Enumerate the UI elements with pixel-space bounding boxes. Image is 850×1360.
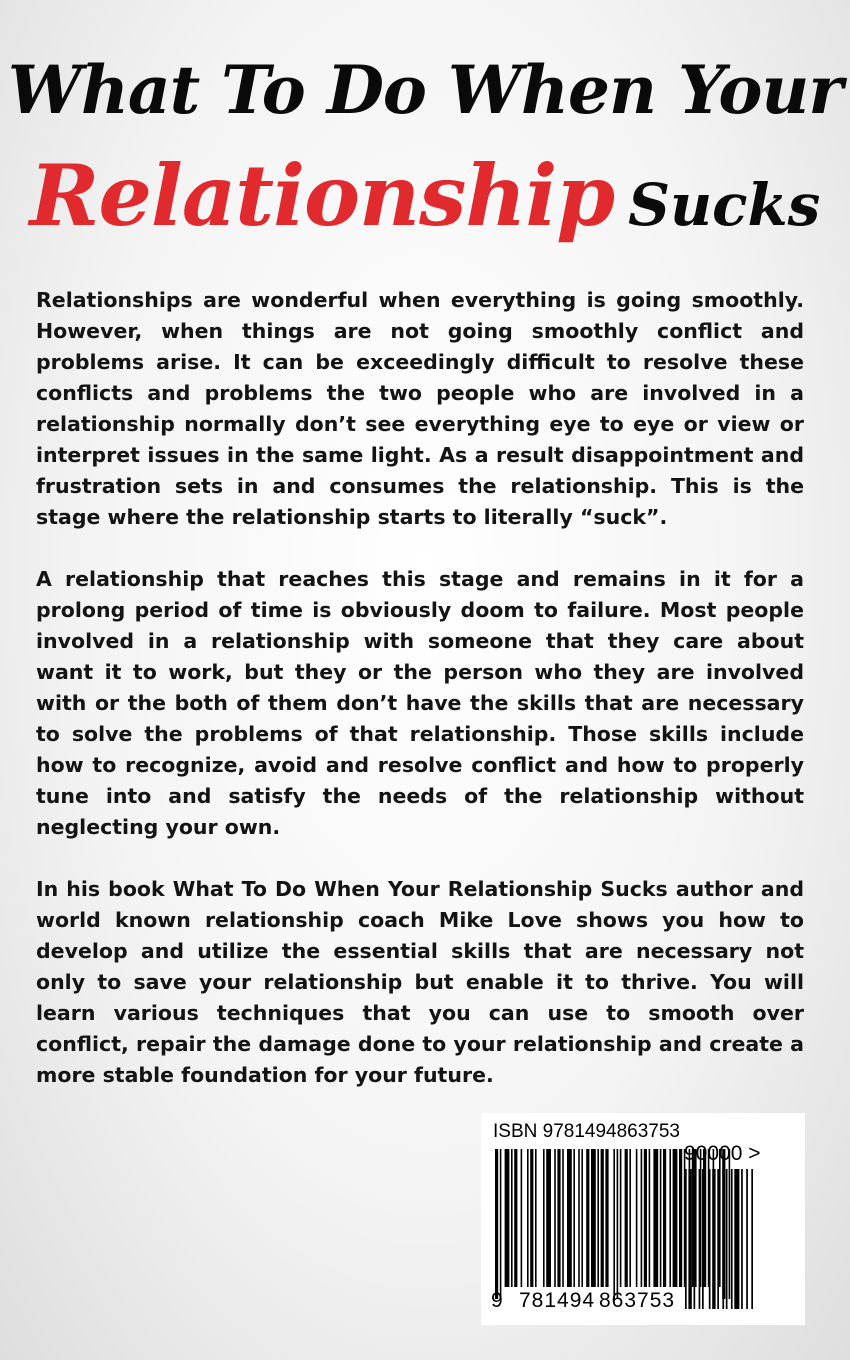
title-line-2	[0, 146, 850, 255]
barcode-bar	[514, 1149, 517, 1287]
barcode-bar	[586, 1149, 589, 1287]
barcode-bar	[495, 1149, 498, 1299]
barcode-bar	[669, 1149, 671, 1287]
barcode-bar	[617, 1149, 619, 1299]
barcode-bar	[581, 1149, 583, 1287]
barcode-bar	[694, 1169, 696, 1309]
barcode-bar	[511, 1149, 513, 1287]
barcode-bar	[673, 1149, 678, 1287]
barcode-bar	[591, 1149, 596, 1287]
barcode-bar	[712, 1169, 715, 1309]
barcode-bar	[726, 1169, 728, 1309]
barcode-bar	[597, 1149, 599, 1287]
barcode-bar	[530, 1149, 533, 1287]
blurb-paragraph-2: A relationship that reaches this stage and remains in it for a prolong period of time is obviously doom to failure. Most people involved in a relationship with someone that they care about want it to work, but they or the person who they are involved with or the both of them don’t have the skills that are necessary to solve the problems of that relationship. Those skills include how to recognize, avoid and resolve conflict and how to properly tune into and satisfy the needs of the relationship without neglecting your own.	[36, 567, 804, 839]
barcode-bar	[557, 1149, 560, 1287]
barcode-bar	[535, 1149, 537, 1287]
barcode-bar	[717, 1169, 719, 1309]
barcode-bar	[751, 1169, 753, 1309]
barcode-bar	[554, 1149, 556, 1287]
barcode-bar	[629, 1149, 631, 1287]
barcode-digit-first: 9	[491, 1289, 504, 1312]
barcode-bar	[722, 1169, 724, 1309]
barcode-bar	[521, 1149, 523, 1287]
barcode-bar	[679, 1149, 682, 1287]
barcode-bar	[685, 1169, 687, 1309]
barcode-bar	[543, 1149, 545, 1287]
barcode-bar	[625, 1149, 628, 1287]
barcode-bar	[719, 1149, 721, 1287]
barcode-bar	[500, 1149, 502, 1299]
barcode-bar	[702, 1169, 704, 1309]
barcode-bar	[649, 1149, 651, 1287]
barcode-bar	[663, 1149, 666, 1287]
barcode-bar	[562, 1149, 564, 1287]
barcode-bar	[578, 1149, 580, 1287]
blurb-text	[36, 285, 804, 1122]
barcode-digit-group-1: 781494	[519, 1289, 596, 1312]
barcode-bar	[605, 1149, 608, 1287]
barcode-bar	[699, 1169, 701, 1309]
barcode-bar	[688, 1169, 691, 1309]
blurb-paragraph-1: Relationships are wonderful when everything is going smoothly. However, when things are not going smoothly conflict and problems arise. It can be exceedingly difficult to resolve these conflicts and problems the two people who are involved in a relationship normally don’t see everything eye to eye or view or interpret issues in the same light. As a result disappointment and frustration sets in and consumes the relationship. This is the stage where the relationship starts to literally “suck”.	[36, 288, 804, 529]
barcode-bar	[613, 1149, 615, 1299]
barcode-bar	[734, 1169, 739, 1309]
barcode-bar	[644, 1149, 647, 1287]
barcode-bar	[567, 1149, 572, 1287]
barcode-bar	[660, 1149, 662, 1287]
barcode-bar	[636, 1149, 638, 1287]
title-line-1: What To Do When Your	[7, 51, 843, 129]
barcode-bar	[573, 1149, 575, 1287]
price-code-label: 90000 >	[684, 1142, 761, 1165]
barcode-bar	[653, 1149, 658, 1287]
barcode-bar	[746, 1169, 748, 1309]
isbn-label: ISBN 9781494863753	[493, 1121, 680, 1142]
barcode-bar	[709, 1169, 711, 1309]
barcode-bar	[505, 1149, 510, 1287]
title-tail-word: Sucks	[628, 171, 821, 239]
barcode-bar	[729, 1149, 731, 1299]
barcode-bar	[620, 1149, 622, 1287]
barcode-bar	[601, 1149, 604, 1287]
barcode-digit-group-2: 863753	[599, 1289, 676, 1312]
title-accent-word: Relationship	[29, 146, 615, 245]
barcode-bar	[731, 1169, 733, 1309]
barcode-bar	[527, 1149, 529, 1287]
isbn-barcode	[481, 1113, 805, 1325]
barcode-bar	[641, 1149, 643, 1287]
blurb-paragraph-3: In his book What To Do When Your Relationship Sucks author and world known relationship coach Mike Love shows you how to develop and utilize the essential skills that are necessary not only to save your relationship but enable it to thrive. You will learn various techniques that you can use to smooth over conflict, repair the damage done to your relationship and create a more stable foundation for your future.	[36, 877, 804, 1087]
barcode-bar	[546, 1149, 551, 1287]
barcode-bar	[741, 1169, 743, 1309]
